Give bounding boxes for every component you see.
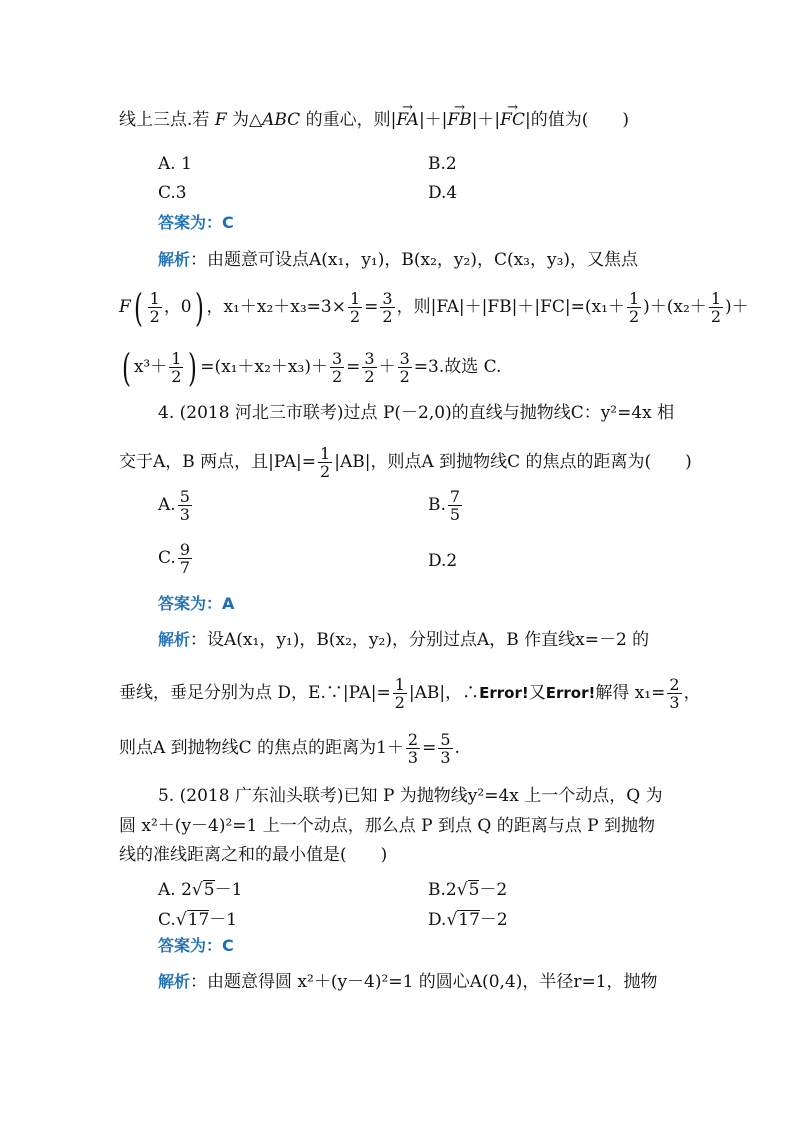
q5-option-a: A. 2√5－1 — [158, 880, 243, 900]
analysis-label: 解析 — [158, 250, 191, 269]
analysis-text: |AB|，∴ — [408, 683, 480, 703]
q3-option-c: C.3 — [158, 183, 187, 203]
q4-analysis-line1 — [158, 630, 649, 650]
q4-option-a — [158, 488, 194, 523]
q4-option-d: D.2 — [428, 551, 458, 571]
q3-option-b: B.2 — [428, 154, 457, 174]
q5-option-c: C.√17－1 — [158, 910, 238, 930]
paren: ) — [188, 345, 198, 390]
q4-option-b — [428, 488, 464, 523]
option-text: －2 — [479, 880, 508, 900]
analysis-text: x³＋ — [133, 357, 168, 377]
option-text: A. 2 — [158, 880, 192, 900]
numerator: 1 — [394, 675, 405, 694]
denominator: 3 — [669, 693, 680, 712]
fraction-half — [627, 290, 641, 325]
denominator: 2 — [394, 693, 405, 712]
denominator: 2 — [320, 462, 331, 481]
denominator: 2 — [364, 367, 375, 386]
numerator: 1 — [710, 289, 721, 308]
fraction-three-half — [398, 350, 412, 385]
numerator: 3 — [382, 289, 393, 308]
var-f: F — [119, 297, 131, 317]
analysis-text: ，0 — [163, 297, 192, 317]
analysis-text: 垂线，垂足分别为点 D，E.∵|PA|= — [119, 683, 391, 703]
paren: ( — [133, 285, 143, 330]
fraction-two-third — [406, 731, 420, 766]
analysis-text: = — [422, 738, 437, 758]
analysis-text: . — [454, 738, 460, 758]
option-fraction — [178, 541, 192, 576]
analysis-text: = — [346, 357, 361, 377]
numerator: 1 — [320, 444, 331, 463]
fraction-three-half — [362, 350, 376, 385]
denominator: 3 — [407, 748, 419, 767]
analysis-text: ：由题意可设点A(x₁，y₁)，B(x₂，y₂)，C(x₃，y₃)，又焦点 — [190, 250, 639, 270]
analysis-text: ，则|FA|＋|FB|＋|FC|=(x₁＋ — [396, 297, 625, 317]
q4-stem-line1: 4. (2018 河北三市联考)过点 P(－2,0)的直线与抛物线C：y²=4x 相 — [158, 403, 675, 423]
q3-option-a: A. 1 — [158, 154, 192, 174]
numerator: 5 — [179, 487, 190, 506]
vector-fb: → FB — [447, 110, 471, 130]
denominator: 2 — [349, 307, 361, 326]
numerator: 1 — [171, 349, 182, 368]
denominator: 2 — [331, 367, 343, 386]
q3-text: |＋| — [418, 110, 448, 130]
q5-stem-line1: 5. (2018 广东汕头联考)已知 P 为抛物线y²=4x 上一个动点，Q 为 — [158, 786, 663, 806]
fraction-half — [393, 676, 407, 711]
option-text: D. — [428, 910, 447, 930]
option-fraction — [448, 488, 462, 523]
q3-answer — [158, 213, 234, 233]
fraction-half — [148, 290, 162, 325]
fraction-half — [348, 290, 362, 325]
q4-analysis-line3 — [119, 731, 460, 766]
vector-fa: → FA — [396, 110, 419, 130]
numerator: 1 — [149, 289, 160, 308]
fraction-three-half — [380, 290, 394, 325]
numerator: 3 — [331, 349, 343, 368]
numerator: 5 — [440, 730, 451, 749]
analysis-text: ：设A(x₁，y₁)，B(x₂，y₂)，分别过点A，B 作直线x=－2 的 — [190, 630, 650, 650]
radicand: 5 — [203, 880, 215, 900]
fraction-half — [318, 445, 332, 480]
fraction-half — [169, 350, 183, 385]
denominator: 2 — [710, 307, 721, 326]
q3-option-d: D.4 — [428, 183, 458, 203]
answer-value: C — [222, 936, 234, 955]
denominator: 2 — [382, 307, 393, 326]
option-text: B.2 — [428, 880, 457, 900]
denominator: 2 — [399, 367, 410, 386]
option-label: C. — [158, 548, 176, 568]
paren: ( — [121, 345, 131, 390]
analysis-text: =3.故选 C. — [413, 357, 502, 377]
denominator: 7 — [179, 558, 190, 577]
numerator: 3 — [399, 349, 410, 368]
denominator: 3 — [440, 748, 451, 767]
q5-answer — [158, 936, 234, 956]
q5-stem-line2: 圆 x²＋(y－4)²=1 上一个动点，那么点 P 到点 Q 的距离与点 P 到抛物 — [119, 816, 656, 836]
q4-text: |AB|，则点A 到抛物线C 的焦点的距离为( ) — [334, 452, 692, 472]
numerator: 2 — [669, 675, 680, 694]
analysis-label: 解析 — [158, 630, 191, 649]
analysis-text: ，x₁＋x₂＋x₃=3× — [206, 297, 346, 317]
numerator: 1 — [349, 289, 361, 308]
q4-stem-line2 — [119, 445, 692, 480]
numerator: 2 — [407, 730, 419, 749]
q3-analysis-line2 — [119, 285, 749, 330]
numerator: 9 — [179, 540, 190, 559]
q4-text: 交于A，B 两点，且|PA|= — [119, 452, 317, 472]
q5-stem-line3: 线的准线距离之和的最小值是( ) — [119, 845, 388, 865]
answer-label: 答案为： — [158, 594, 223, 613]
error-text: Error! — [545, 684, 596, 702]
answer-value: C — [222, 213, 234, 232]
answer-value: A — [222, 594, 235, 613]
analysis-text: 又 — [528, 683, 546, 703]
option-fraction — [178, 488, 192, 523]
analysis-text: ＋ — [378, 357, 396, 377]
answer-label: 答案为： — [158, 936, 223, 955]
radicand: 17 — [187, 910, 210, 930]
analysis-text: 解得 x₁= — [595, 683, 666, 703]
fraction-two-third — [667, 676, 681, 711]
q4-answer — [158, 594, 234, 614]
analysis-label: 解析 — [158, 972, 191, 991]
option-label: A. — [158, 495, 176, 515]
radicand: 17 — [458, 910, 480, 930]
analysis-text: =(x₁＋x₂＋x₃)＋ — [200, 357, 328, 377]
denominator: 5 — [449, 505, 461, 524]
analysis-text: = — [364, 297, 379, 317]
denominator: 2 — [628, 307, 640, 326]
q4-analysis-line2 — [119, 676, 701, 711]
analysis-text: )＋(x₂＋ — [643, 297, 707, 317]
numerator: 3 — [364, 349, 375, 368]
q3-var-f: F — [214, 110, 227, 130]
numerator: 7 — [449, 487, 461, 506]
vector-fc: → FC — [500, 110, 525, 130]
denominator: 3 — [179, 505, 190, 524]
q3-stem-line — [119, 110, 629, 130]
fraction-half — [709, 290, 723, 325]
option-text: －1 — [214, 880, 243, 900]
q3-analysis-line3 — [119, 345, 502, 390]
answer-label: 答案为： — [158, 213, 223, 232]
fraction-three-half — [330, 350, 344, 385]
q3-text: |＋| — [471, 110, 501, 130]
analysis-text: ， — [683, 683, 701, 703]
denominator: 2 — [149, 307, 160, 326]
denominator: 2 — [171, 367, 182, 386]
paren: ) — [194, 285, 204, 330]
q3-text: 的重心，则| — [300, 110, 397, 130]
q3-var-abc: ABC — [262, 110, 301, 130]
q3-text: |的值为( ) — [524, 110, 629, 130]
option-text: －1 — [209, 910, 238, 930]
option-text: C. — [158, 910, 176, 930]
q4-option-c — [158, 541, 194, 576]
q5-analysis-line1 — [158, 972, 658, 992]
q3-analysis-line1 — [158, 250, 638, 270]
analysis-text: 则点A 到抛物线C 的焦点的距离为1＋ — [119, 738, 404, 758]
error-text: Error! — [479, 684, 529, 702]
q3-text: 线上三点.若 — [119, 110, 215, 130]
numerator: 1 — [628, 289, 640, 308]
analysis-text: ：由题意得圆 x²＋(y－4)²=1 的圆心A(0,4)，半径r=1，抛物 — [190, 972, 658, 992]
option-text: －2 — [479, 910, 508, 930]
q5-option-b: B.2√5－2 — [428, 880, 508, 900]
q3-text: 为△ — [226, 110, 263, 130]
q5-option-d: D.√17－2 — [428, 910, 508, 930]
analysis-text: )＋ — [725, 297, 749, 317]
option-label: B. — [428, 495, 446, 515]
radicand: 5 — [468, 880, 480, 900]
fraction-five-third — [438, 731, 452, 766]
